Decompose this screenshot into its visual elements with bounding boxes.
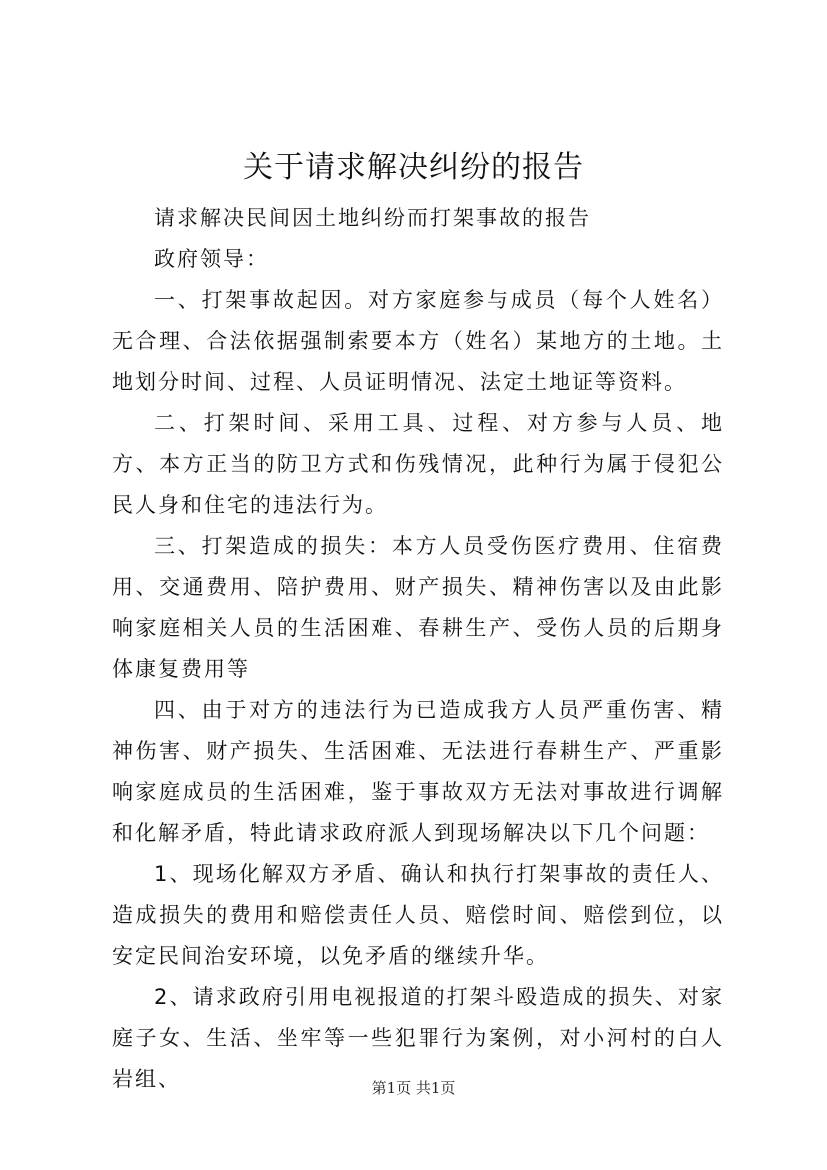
paragraph-time-process: 二、打架时间、采用工具、过程、对方参与人员、地方、本方正当的防卫方式和伤残情况，此种行为属于侵犯公民人身和住宅的违法行为。 [112, 411, 724, 517]
page-number-footer: 第1页 共1页 [371, 1079, 456, 1097]
paragraph-cause: 一、打架事故起因。对方家庭参与成员（每个人姓名）无合理、合法依据强制索要本方（姓名）某地方的土地。土地划分时间、过程、人员证明情况、法定土地证等资料。 [112, 288, 724, 394]
subtitle-paragraph: 请求解决民间因土地纠纷而打架事故的报告 [154, 206, 591, 230]
paragraph-losses: 三、打架造成的损失：本方人员受伤医疗费用、住宿费用、交通费用、陪护费用、财产损失、精神伤害以及由此影响家庭相关人员的生活困难、春耕生产、受伤人员的后期身体康复费用等 [112, 534, 724, 681]
document-body [112, 198, 724, 1100]
paragraph-item-1: 1、现场化解双方矛盾、确认和执行打架事故的责任人、造成损失的费用和赔偿责任人员、赔偿时间、赔偿到位，以安定民间治安环境，以免矛盾的继续升华。 [112, 862, 724, 968]
paragraph-request: 四、由于对方的违法行为已造成我方人员严重伤害、精神伤害、财产损失、生活困难、无法进行春耕生产、严重影响家庭成员的生活困难，鉴于事故双方无法对事故进行调解和化解矛盾，特此请求政府派人到现场解决以下几个问题： [112, 698, 724, 845]
paragraph-item-2: 2、请求政府引用电视报道的打架斗殴造成的损失、对家庭子女、生活、坐牢等一些犯罪行为案例，对小河村的白人岩组、 [112, 985, 724, 1091]
salutation-paragraph: 政府领导： [154, 247, 269, 271]
document-title: 关于请求解决纠纷的报告 [243, 150, 584, 185]
